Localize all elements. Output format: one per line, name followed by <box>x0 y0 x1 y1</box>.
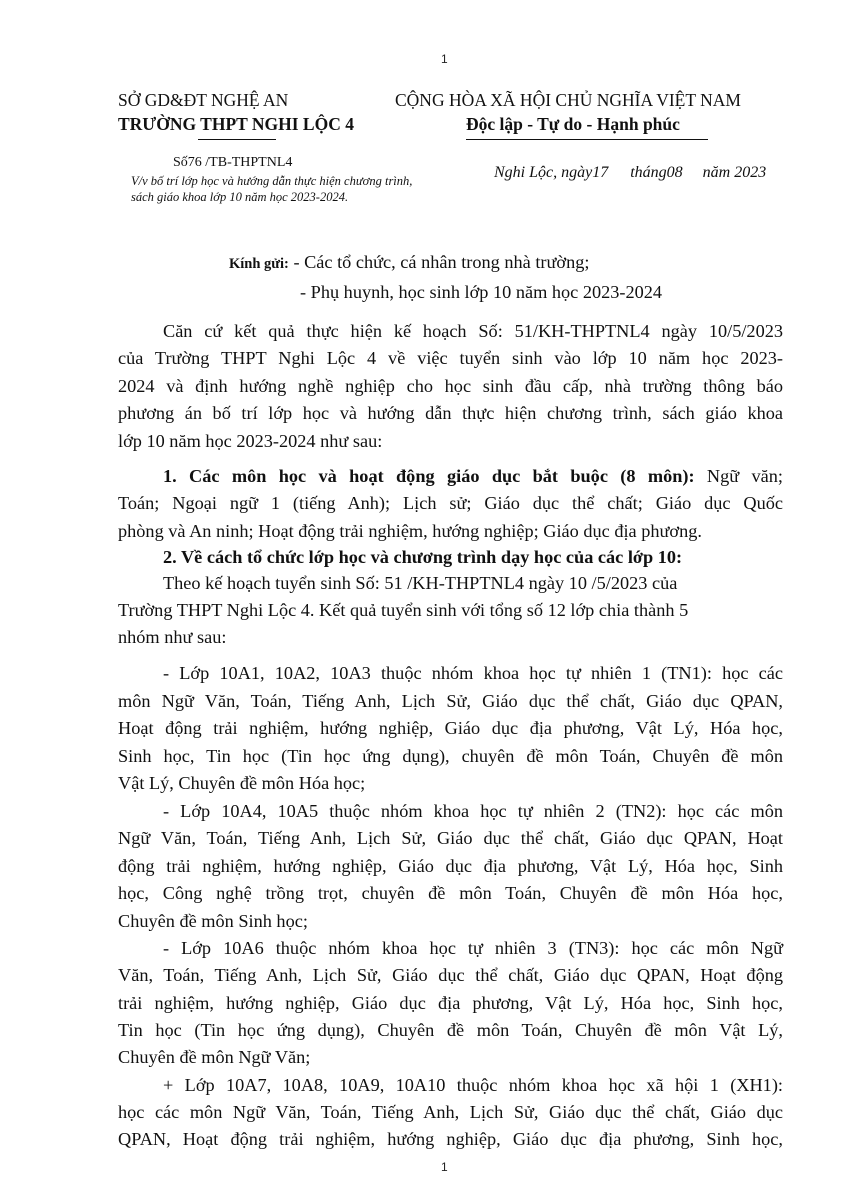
subject-line-1: V/v bố trí lớp học và hướng dẫn thực hiện chương trình, <box>131 174 413 188</box>
group-tn2-line: học, Công nghệ trồng trọt, chuyên đề môn Toán, Chuyên đề môn Hóa học, <box>118 883 783 903</box>
national-title: CỘNG HÒA XÃ HỘI CHỦ NGHĨA VIỆT NAM <box>395 90 741 110</box>
group-tn2-line: động trải nghiệm, hướng nghiệp, Giáo dục địa phương, Vật Lý, Hóa học, Sinh <box>118 856 783 876</box>
intro-line: 2024 và định hướng nghề nghiệp cho học sinh đầu cấp, nhà trường thông báo <box>118 376 783 396</box>
date-month-label: tháng <box>630 164 667 181</box>
recipients-line-1 <box>229 252 589 273</box>
department-name: SỞ GD&ĐT NGHỆ AN <box>118 90 289 110</box>
group-xh1-line: + Lớp 10A7, 10A8, 10A9, 10A10 thuộc nhóm khoa học xã hội 1 (XH1): <box>163 1075 783 1095</box>
page-number-top: 1 <box>441 52 448 66</box>
group-tn1-line: Hoạt động trải nghiệm, hướng nghiệp, Giáo dục địa phương, Vật Lý, Hóa học, <box>118 718 783 738</box>
intro-line: phương án bố trí lớp học và hướng dẫn thực hiện chương trình, sách giáo khoa <box>118 403 783 423</box>
group-tn3-line: - Lớp 10A6 thuộc nhóm khoa học tự nhiên 3 (TN3): học các môn Ngữ <box>163 938 783 958</box>
national-motto: Độc lập - Tự do - Hạnh phúc <box>466 114 680 134</box>
section-1-heading: 1. Các môn học và hoạt động giáo dục bắt buộc (8 môn): <box>163 466 695 486</box>
section-2-line: Theo kế hoạch tuyển sinh Số: 51 /KH-THPTNL4 ngày 10 /5/2023 của <box>163 573 678 593</box>
school-name-underline <box>198 139 276 140</box>
group-tn3-line: Văn, Toán, Tiếng Anh, Lịch Sử, Giáo dục thể chất, Giáo dục QPAN, Hoạt động <box>118 965 783 985</box>
intro-line: Căn cứ kết quả thực hiện kế hoạch Số: 51/KH-THPTNL4 ngày 10/5/2023 <box>163 321 783 341</box>
group-tn3-line: Chuyên đề môn Ngữ Văn; <box>118 1047 311 1067</box>
date-day: 17 <box>592 164 609 181</box>
group-xh1-line: QPAN, Hoạt động trải nghiệm, hướng nghiệp, Giáo dục địa phương, Sinh học, <box>118 1129 783 1149</box>
section-1-text: Ngữ văn; <box>694 466 783 486</box>
date-year: năm 2023 <box>702 164 767 181</box>
recipients-label: Kính gửi: <box>229 256 289 272</box>
group-tn2-line: Ngữ Văn, Toán, Tiếng Anh, Lịch Sử, Giáo dục thể chất, Giáo dục QPAN, Hoạt <box>118 828 783 848</box>
section-2-line: Trường THPT Nghi Lộc 4. Kết quả tuyển sinh với tổng số 12 lớp chia thành 5 <box>118 600 689 620</box>
document-number: Số76 /TB-THPTNL4 <box>173 155 293 170</box>
group-tn2-line: Chuyên đề môn Sinh học; <box>118 911 308 931</box>
group-tn1-line: Sinh học, Tin học (Tin học ứng dụng), chuyên đề môn Toán, Chuyên đề môn <box>118 746 783 766</box>
date-place: Nghi Lộc, ngày <box>494 164 593 181</box>
section-1-line-3: phòng và An ninh; Hoạt động trải nghiệm, hướng nghiệp; Giáo dục địa phương. <box>118 521 702 541</box>
group-tn1-line: - Lớp 10A1, 10A2, 10A3 thuộc nhóm khoa học tự nhiên 1 (TN1): học các <box>163 663 783 683</box>
intro-line: lớp 10 năm học 2023-2024 như sau: <box>118 431 383 451</box>
section-2-heading: 2. Về cách tổ chức lớp học và chương trình dạy học của các lớp 10: <box>163 547 683 567</box>
section-1-line-1 <box>163 465 783 487</box>
recipient-1: - Các tổ chức, cá nhân trong nhà trường; <box>288 252 590 272</box>
subject-line-2: sách giáo khoa lớp 10 năm học 2023-2024. <box>131 190 349 204</box>
group-xh1-line: học các môn Ngữ Văn, Toán, Tiếng Anh, Lịch Sử, Giáo dục thể chất, Giáo dục <box>118 1102 783 1122</box>
section-2-line: nhóm như sau: <box>118 627 227 647</box>
date-month: 08 <box>666 164 683 181</box>
group-tn3-line: trải nghiệm, hướng nghiệp, Giáo dục địa phương, Vật Lý, Hóa học, Sinh học, <box>118 993 783 1013</box>
group-tn2-line: - Lớp 10A4, 10A5 thuộc nhóm khoa học tự nhiên 2 (TN2): học các môn <box>163 801 783 821</box>
issue-date <box>494 164 766 182</box>
group-tn1-line: Vật Lý, Chuyên đề môn Hóa học; <box>118 773 366 793</box>
group-tn3-line: Tin học (Tin học ứng dụng), Chuyên đề môn Toán, Chuyên đề môn Vật Lý, <box>118 1020 783 1040</box>
group-tn1-line: môn Ngữ Văn, Toán, Tiếng Anh, Lịch Sử, Giáo dục thể chất, Giáo dục QPAN, <box>118 691 783 711</box>
section-1-line-2: Toán; Ngoại ngữ 1 (tiếng Anh); Lịch sử; Giáo dục thể chất; Giáo dục Quốc <box>118 493 783 513</box>
page-number-bottom: 1 <box>441 1160 448 1174</box>
school-name: TRƯỜNG THPT NGHI LỘC 4 <box>118 114 354 134</box>
recipient-2: - Phụ huynh, học sinh lớp 10 năm học 2023-2024 <box>300 282 663 302</box>
intro-line: của Trường THPT Nghi Lộc 4 về việc tuyển sinh vào lớp 10 năm học 2023- <box>118 348 783 368</box>
national-motto-underline <box>466 139 708 140</box>
